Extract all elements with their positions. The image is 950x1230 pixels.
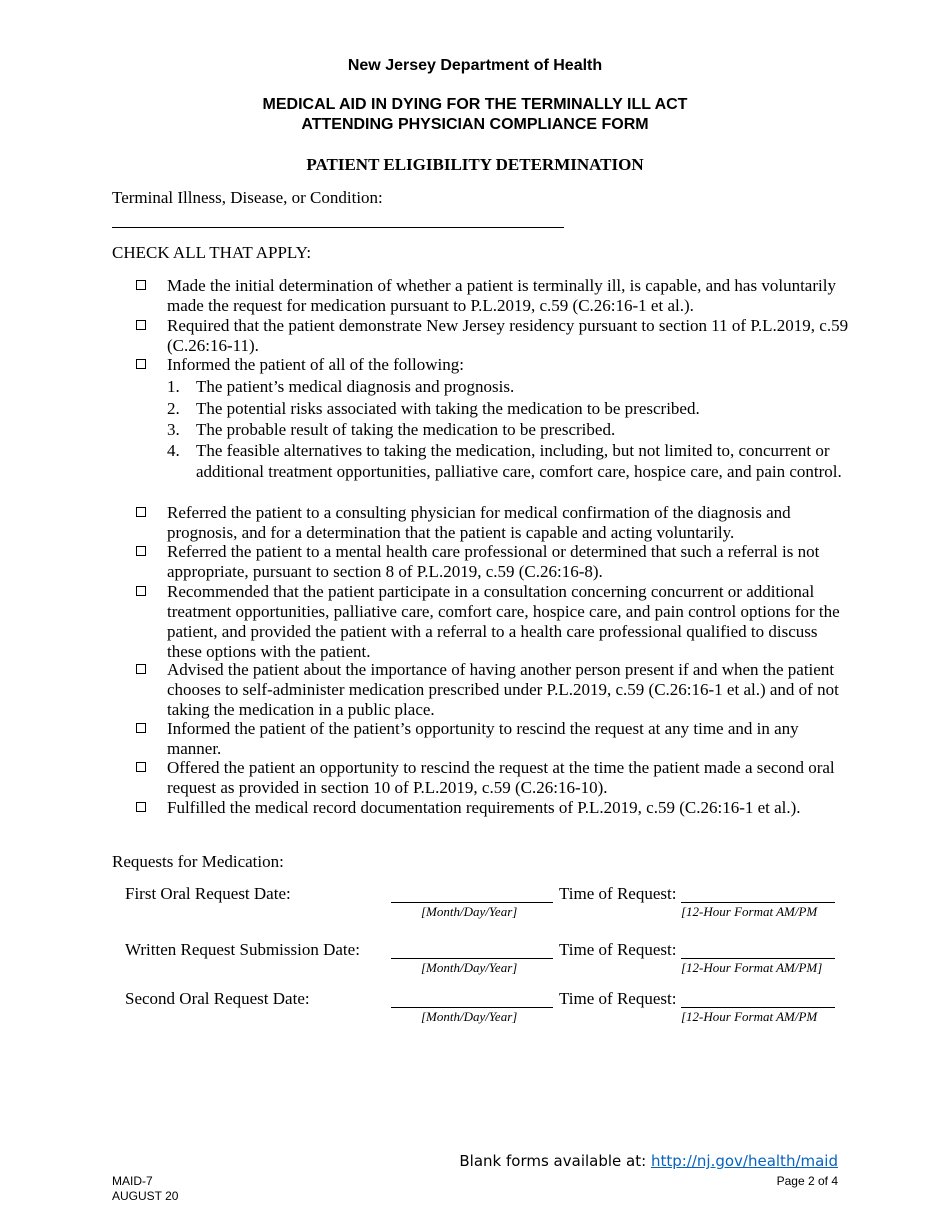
checklist-item xyxy=(131,660,851,720)
page-number: Page 2 of 4 xyxy=(776,1174,838,1188)
informed-subitem xyxy=(167,419,847,440)
check-all-label: CHECK ALL THAT APPLY: xyxy=(112,243,312,262)
checklist-item-text: Fulfilled the medical record documentation requirements of P.L.2019, c.59 (C.26:16-1 et al.). xyxy=(167,798,801,817)
checklist-item-text: Informed the patient of all of the following: xyxy=(167,355,464,374)
checklist-item-text: Referred the patient to a consulting physician for medical confirmation of the diagnosis and prognosis, and for a determination that the patient is capable and acting voluntarily. xyxy=(167,503,791,542)
checklist-item-text: Informed the patient of the patient’s opportunity to rescind the request at any time and in any manner. xyxy=(167,719,799,758)
informed-subitem xyxy=(167,376,847,397)
checkbox[interactable] xyxy=(136,507,146,517)
checkbox[interactable] xyxy=(136,762,146,772)
subitem-number: 1. xyxy=(167,377,180,396)
time-format-hint: [12-Hour Format AM/PM xyxy=(681,904,818,919)
checklist-item xyxy=(131,503,851,543)
subitem-number: 2. xyxy=(167,399,180,418)
checkbox[interactable] xyxy=(136,280,146,290)
checkbox[interactable] xyxy=(136,802,146,812)
date-format-hint: [Month/Day/Year] xyxy=(421,1009,518,1024)
date-format-hint: [Month/Day/Year] xyxy=(421,960,518,975)
first-oral-request-date-field[interactable] xyxy=(391,902,553,903)
checklist-item xyxy=(131,355,851,375)
written-request-time-field[interactable] xyxy=(681,958,835,959)
date-format-hint: [Month/Day/Year] xyxy=(421,904,518,919)
checkbox[interactable] xyxy=(136,723,146,733)
time-format-hint: [12-Hour Format AM/PM] xyxy=(681,960,823,975)
section-title: PATIENT ELIGIBILITY DETERMINATION xyxy=(306,155,644,174)
checklist-item-text: Offered the patient an opportunity to rescind the request at the time the patient made a second oral request as provided in section 10 of P.L.2019, c.59 (C.26:16-10). xyxy=(167,758,835,797)
blank-forms-link[interactable]: http://nj.gov/health/maid xyxy=(650,1152,838,1170)
subitem-number: 3. xyxy=(167,420,180,439)
terminal-illness-field[interactable] xyxy=(112,227,564,228)
subitem-text: The feasible alternatives to taking the medication, including, but not limited to, concurrent or additional treatment opportunities, palliative care, comfort care, hospice care, and pain control. xyxy=(196,441,842,481)
checklist-item-text: Recommended that the patient participate in a consultation concerning concurrent or additional treatment opportunities, palliative care, comfort care, hospice care, and pain control options for the patient, and provided the patient with a referral to a health care professional qualified to discuss these options with the patient. xyxy=(167,582,840,661)
checkbox[interactable] xyxy=(136,320,146,330)
time-of-request-label: Time of Request: xyxy=(559,989,677,1008)
checklist-item xyxy=(131,542,851,582)
informed-subitem xyxy=(167,440,847,482)
checkbox[interactable] xyxy=(136,586,146,596)
checklist-item xyxy=(131,758,851,798)
time-format-hint: [12-Hour Format AM/PM xyxy=(681,1009,818,1024)
checklist-item-text: Made the initial determination of whether a patient is terminally ill, is capable, and has voluntarily made the request for medication pursuant to P.L.2019, c.59 (C.26:16-1 et al.). xyxy=(167,276,836,315)
checklist-item-text: Advised the patient about the importance of having another person present if and when the patient chooses to self-administer medication prescribed under P.L.2019, c.59 (C.26:16-1 et al.) and of not taking the medication in a public place. xyxy=(167,660,839,719)
first-oral-request-time-field[interactable] xyxy=(681,902,835,903)
checklist-item xyxy=(131,276,851,316)
second-oral-request-label: Second Oral Request Date: xyxy=(125,989,310,1008)
requests-heading: Requests for Medication: xyxy=(112,852,284,871)
checklist-item-text: Referred the patient to a mental health care professional or determined that such a referral is not appropriate, pursuant to section 8 of P.L.2019, c.59 (C.26:16-8). xyxy=(167,542,820,581)
form-title-line2: ATTENDING PHYSICIAN COMPLIANCE FORM xyxy=(301,116,649,133)
agency-name: New Jersey Department of Health xyxy=(347,57,603,74)
checklist-item xyxy=(131,719,851,759)
time-of-request-label: Time of Request: xyxy=(559,940,677,959)
checkbox[interactable] xyxy=(136,546,146,556)
checklist-item xyxy=(131,582,851,662)
blank-forms-note xyxy=(459,1152,838,1170)
subitem-text: The patient’s medical diagnosis and prognosis. xyxy=(196,377,515,396)
checkbox[interactable] xyxy=(136,359,146,369)
subitem-text: The potential risks associated with taking the medication to be prescribed. xyxy=(196,399,700,418)
second-oral-request-date-field[interactable] xyxy=(391,1007,553,1008)
written-request-date-field[interactable] xyxy=(391,958,553,959)
informed-subitem xyxy=(167,398,847,419)
second-oral-request-time-field[interactable] xyxy=(681,1007,835,1008)
terminal-illness-label: Terminal Illness, Disease, or Condition: xyxy=(112,188,383,207)
written-request-label: Written Request Submission Date: xyxy=(125,940,360,959)
form-date: AUGUST 20 xyxy=(112,1189,179,1203)
form-id: MAID-7 xyxy=(112,1174,153,1188)
time-of-request-label: Time of Request: xyxy=(559,884,677,903)
blank-forms-text: Blank forms available at: xyxy=(459,1152,651,1170)
checkbox[interactable] xyxy=(136,664,146,674)
first-oral-request-label: First Oral Request Date: xyxy=(125,884,291,903)
checklist-item xyxy=(131,316,851,356)
form-title-line1: MEDICAL AID IN DYING FOR THE TERMINALLY ILL ACT xyxy=(262,96,688,113)
subitem-number: 4. xyxy=(167,441,180,460)
checklist-item xyxy=(131,798,851,818)
checklist-item-text: Required that the patient demonstrate New Jersey residency pursuant to section 11 of P.L.2019, c.59 (C.26:16-11). xyxy=(167,316,849,355)
subitem-text: The probable result of taking the medication to be prescribed. xyxy=(196,420,616,439)
